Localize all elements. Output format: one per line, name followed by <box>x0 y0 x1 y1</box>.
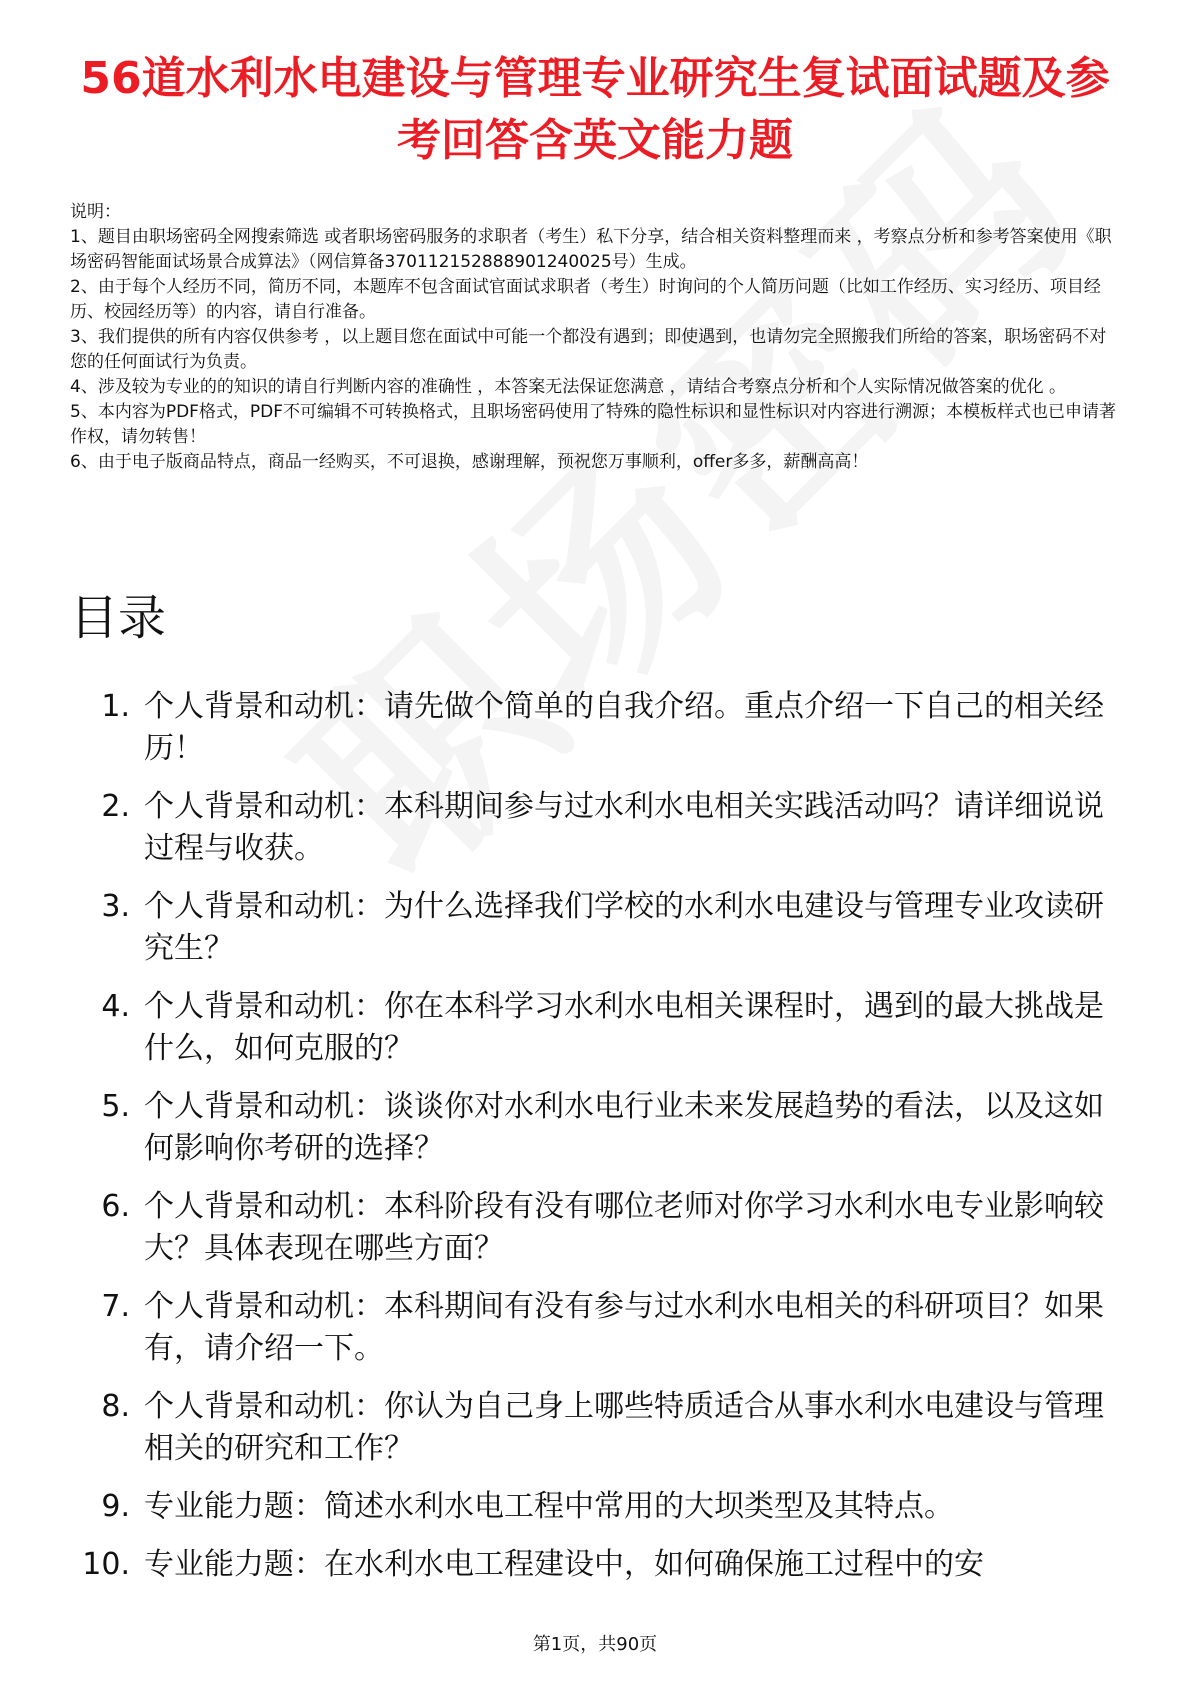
note-item: 1、题目由职场密码全网搜索筛选 或者职场密码服务的求职者（考生）私下分享，结合相关资料整理而来 ，考察点分析和参考答案使用《职场密码智能面试场景合成算法》（网信算备370112152888901240025号）生成。 <box>70 227 1112 272</box>
toc-item <box>70 786 1120 870</box>
toc-item-number: 2. <box>101 789 130 824</box>
toc-item-text: 个人背景和动机：本科期间有没有参与过水利水电相关的科研项目？如果有，请介绍一下。 <box>144 1289 1104 1366</box>
toc-item <box>70 886 1120 970</box>
page-footer: 第1页，共90页 <box>532 1634 658 1655</box>
toc-item-text: 个人背景和动机：本科期间参与过水利水电相关实践活动吗？请详细说说过程与收获。 <box>144 789 1104 866</box>
toc-item <box>70 1086 1120 1170</box>
toc-item <box>70 1286 1120 1370</box>
toc-item-text: 个人背景和动机：你认为自己身上哪些特质适合从事水利水电建设与管理相关的研究和工作？ <box>144 1389 1104 1466</box>
toc-item <box>70 686 1120 770</box>
toc-item-text: 个人背景和动机：本科阶段有没有哪位老师对你学习水利水电专业影响较大？具体表现在哪些方面？ <box>144 1189 1104 1266</box>
toc-item-text: 个人背景和动机：请先做个简单的自我介绍。重点介绍一下自己的相关经历！ <box>144 689 1104 766</box>
note-item: 2、由于每个人经历不同，简历不同，本题库不包含面试官面试求职者（考生）时询问的个人简历问题（比如工作经历、实习经历、项目经历、校园经历等）的内容，请自行准备。 <box>70 277 1101 322</box>
toc-item-number: 1. <box>101 689 130 724</box>
toc-item-number: 6. <box>101 1189 130 1224</box>
toc-item <box>70 1186 1120 1270</box>
toc-item-number: 3. <box>101 889 130 924</box>
toc-item-number: 4. <box>101 989 130 1024</box>
toc-item <box>70 986 1120 1070</box>
toc-item-number: 5. <box>101 1089 130 1124</box>
toc-item <box>70 1386 1120 1470</box>
notes-heading: 说明： <box>70 202 121 222</box>
document-title: 56道水利水电建设与管理专业研究生复试面试题及参考回答含英文能力题 <box>80 53 1110 166</box>
note-item: 4、涉及较为专业的的知识的请自行判断内容的准确性 ，本答案无法保证您满意 ，请结合考察点分析和个人实际情况做答案的优化 。 <box>70 377 1067 397</box>
toc-item <box>70 1544 1120 1586</box>
toc-heading: 目录 <box>70 590 167 646</box>
note-item: 5、本内容为PDF格式，PDF不可编辑不可转换格式，且职场密码使用了特殊的隐性标识和显性标识对内容进行溯源；本模板样式也已申请著作权，请勿转售！ <box>70 402 1117 447</box>
toc-list <box>70 686 1120 1602</box>
note-item: 6、由于电子版商品特点，商品一经购买，不可退换，感谢理解，预祝您万事顺利，offer多多，薪酬高高！ <box>70 452 869 472</box>
notes-section <box>70 200 1120 475</box>
toc-item-number: 7. <box>101 1289 130 1324</box>
toc-item-text: 专业能力题：在水利水电工程建设中，如何确保施工过程中的安 <box>144 1547 984 1582</box>
toc-item-text: 个人背景和动机：谈谈你对水利水电行业未来发展趋势的看法，以及这如何影响你考研的选择？ <box>144 1089 1104 1166</box>
note-item: 3、我们提供的所有内容仅供参考 ，以上题目您在面试中可能一个都没有遇到；即使遇到，也请勿完全照搬我们所给的答案，职场密码不对您的任何面试行为负责。 <box>70 327 1107 372</box>
toc-item-text: 专业能力题：简述水利水电工程中常用的大坝类型及其特点。 <box>144 1489 954 1524</box>
toc-item-text: 个人背景和动机：你在本科学习水利水电相关课程时，遇到的最大挑战是什么，如何克服的？ <box>144 989 1104 1066</box>
toc-item-number: 8. <box>101 1389 130 1424</box>
toc-item <box>70 1486 1120 1528</box>
toc-item-number: 9. <box>101 1489 130 1524</box>
toc-item-number: 10. <box>82 1547 130 1582</box>
toc-item-text: 个人背景和动机：为什么选择我们学校的水利水电建设与管理专业攻读研究生？ <box>144 889 1104 966</box>
